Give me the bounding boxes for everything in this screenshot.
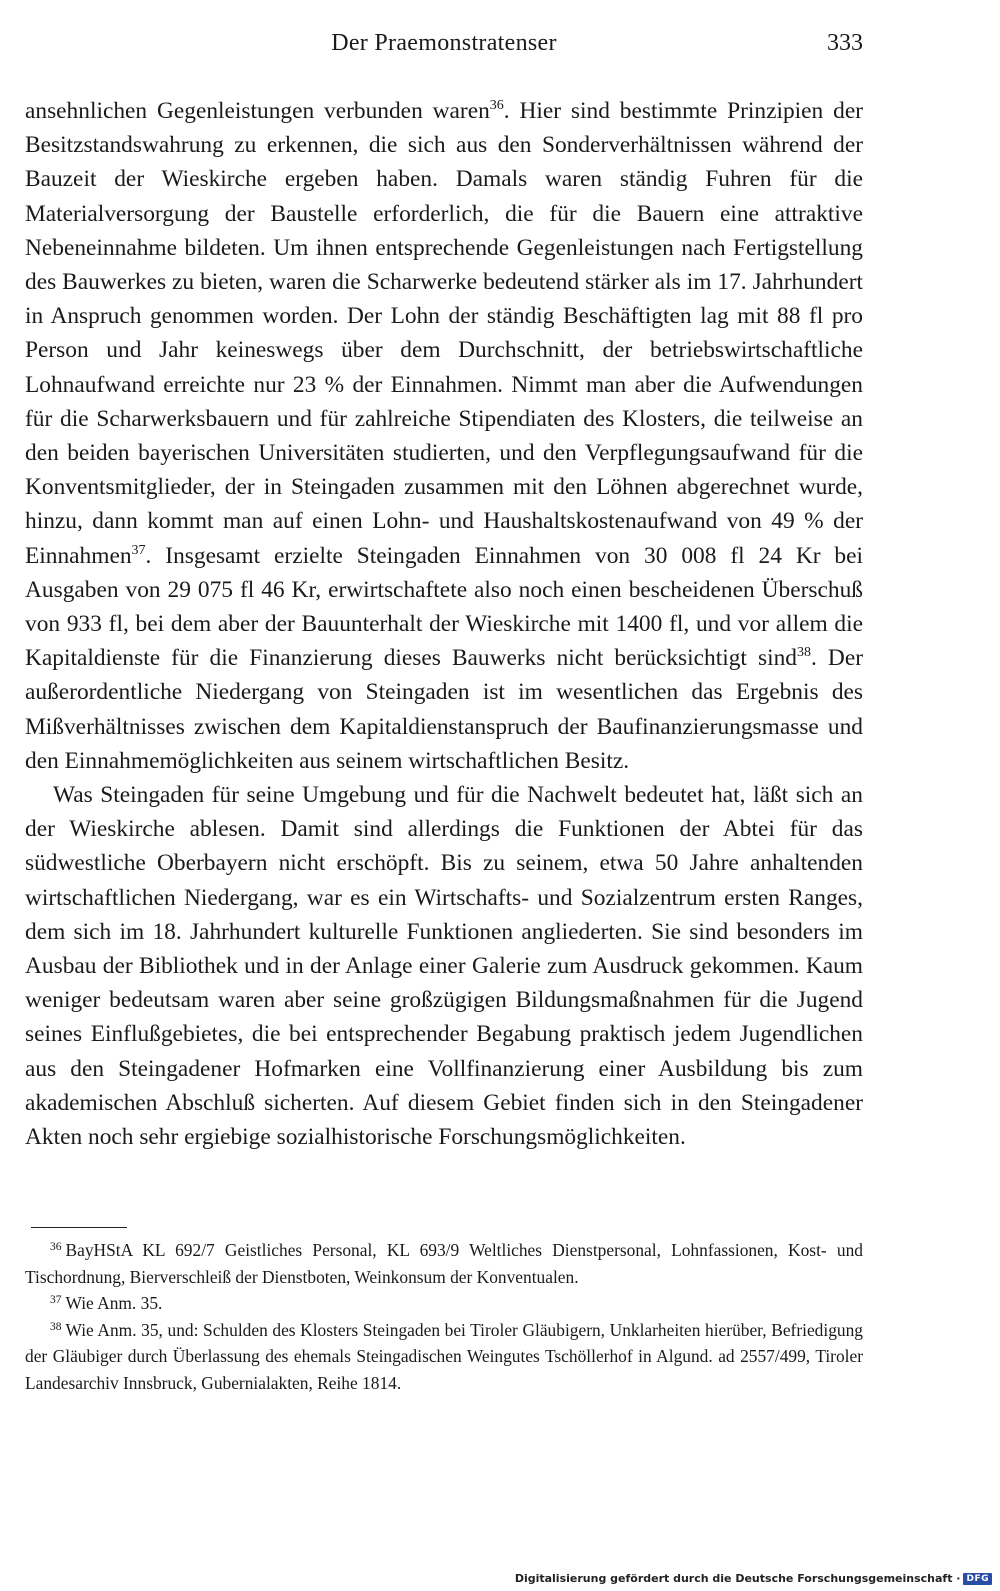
paragraph-1-segment: . Insgesamt erzielte Steingaden Einnahmen von 30 008 fl 24 Kr bei Ausgaben von 29 075 fl 46 Kr, erwirtschaftete also noch einen bescheidenen Überschuß von 933 fl, bei dem aber der Bauunterhalt der Wieskirche mit 1400 fl, und vor allem die Kapitaldienste für die Finanzierung dieses Bauwerks nicht berücksichtigt sind xyxy=(25,542,863,672)
footnotes xyxy=(25,1237,863,1396)
body-text xyxy=(25,94,863,1154)
footnote-ref-37[interactable]: 37 xyxy=(131,542,146,558)
footnote-text: Wie Anm. 35, und: Schulden des Klosters Steingaden bei Tiroler Gläubigern, Unklarheiten hierüber, Befriedigung der Gläubiger durch Überlassung des ehemals Steingadischen Weingutes Tschöllerhof in Algund. ad 2557/499, Tiroler Landesarchiv Innsbruck, Gubernialakten, Reihe 1814. xyxy=(25,1319,863,1393)
credit-text: Digitalisierung gefördert durch die Deutsche Forschungsgemeinschaft · xyxy=(514,1572,961,1585)
dfg-logo: DFG xyxy=(963,1573,992,1585)
paragraph-1-segment: . Hier sind bestimmte Prinzipien der Besitzstandswahrung zu erkennen, die sich aus den Sonderverhältnissen während der Bauzeit der Wieskirche ergeben haben. Damals waren ständig Fuhren für die Materialversorgung der Baustelle erforderlich, die für die Bauern eine attraktive Nebeneinnahme bildeten. Um ihnen entsprechende Gegenleistungen nach Fertigstellung des Bauwerkes zu bieten, waren die Scharwerke bedeutend stärker als im 17. Jahrhundert in Anspruch genommen worden. Der Lohn der ständig Beschäftigten lag mit 88 fl pro Person und Jahr keineswegs über dem Durchschnitt, der betriebswirtschaftliche Lohnaufwand erreichte nur 23 % der Einnahmen. Nimmt man aber die Aufwendungen für die Scharwerksbauern und für zahlreiche Stipendiaten des Klosters, die teilweise an den beiden bayerischen Universitäten studierten, und den Verpflegungsaufwand für die Konventsmitglieder, der in Steingaden zusammen mit den Löhnen abgerechnet wurde, hinzu, dann kommt man auf einen Lohn- und Haushaltskostenaufwand von 49 % der Einnahmen xyxy=(25,98,863,569)
running-head xyxy=(25,30,863,66)
footnote-number: 37 xyxy=(50,1294,62,1306)
paragraph-1-segment: ansehnlichen Gegenleistungen verbunden waren xyxy=(25,98,490,124)
running-title: Der Praemonstratenser xyxy=(331,30,557,56)
page-number: 333 xyxy=(827,30,863,56)
footnote-divider xyxy=(31,1227,127,1228)
paragraph-1-segment: . Der außerordentliche Niedergang von Steingaden ist im wesentlichen das Ergebnis des Mißverhältnisses zwischen dem Kapitaldienstanspruch der Baufinanzierungsmasse und den Einnahmemöglichkeiten aus seinem wirtschaftlichen Besitz. xyxy=(25,645,863,774)
footnote-text: Wie Anm. 35. xyxy=(65,1293,163,1313)
footnote-ref-38[interactable]: 38 xyxy=(797,645,811,661)
footnote-37 xyxy=(25,1290,863,1317)
footnote-ref-36[interactable]: 36 xyxy=(489,98,504,113)
digitization-credit xyxy=(515,1572,992,1585)
paragraph-2: Was Steingaden für seine Umgebung und für die Nachwelt bedeutet hat, läßt sich an der Wieskirche ablesen. Damit sind allerdings die Funktionen der Abtei für das südwestliche Oberbayern nicht erschöpft. Bis zu seinem, etwa 50 Jahre anhaltenden wirtschaftlichen Niedergang, war es ein Wirtschafts- und Sozialzentrum ersten Ranges, dem sich im 18. Jahrhundert kulturelle Funktionen angliederten. Sie sind besonders im Ausbau der Bibliothek und in der Anlage einer Galerie zum Ausdruck gekommen. Kaum weniger bedeutsam waren aber seine großzügigen Bildungsmaßnahmen für die Jugend seines Einflußgebietes, die bei entsprechender Begabung praktisch jedem Jugendlichen aus den Steingadener Hofmarken eine Vollfinanzierung einer Ausbildung bis zum akademischen Abschluß sicherten. Auf diesem Gebiet finden sich in den Steingadener Akten noch sehr ergiebige sozialhistorische Forschungsmöglichkeiten. xyxy=(25,782,863,1151)
footnote-36 xyxy=(25,1237,863,1290)
paragraph-1 xyxy=(25,94,863,778)
footnote-text: BayHStA KL 692/7 Geistliches Personal, KL 693/9 Weltliches Dienstpersonal, Lohnfassionen, Kost- und Tischordnung, Bierverschleiß der Dienstboten, Weinkonsum der Konventualen. xyxy=(25,1240,863,1287)
footnote-number: 38 xyxy=(50,1320,62,1333)
footnote-number: 36 xyxy=(50,1241,62,1253)
footnote-38 xyxy=(25,1317,863,1397)
